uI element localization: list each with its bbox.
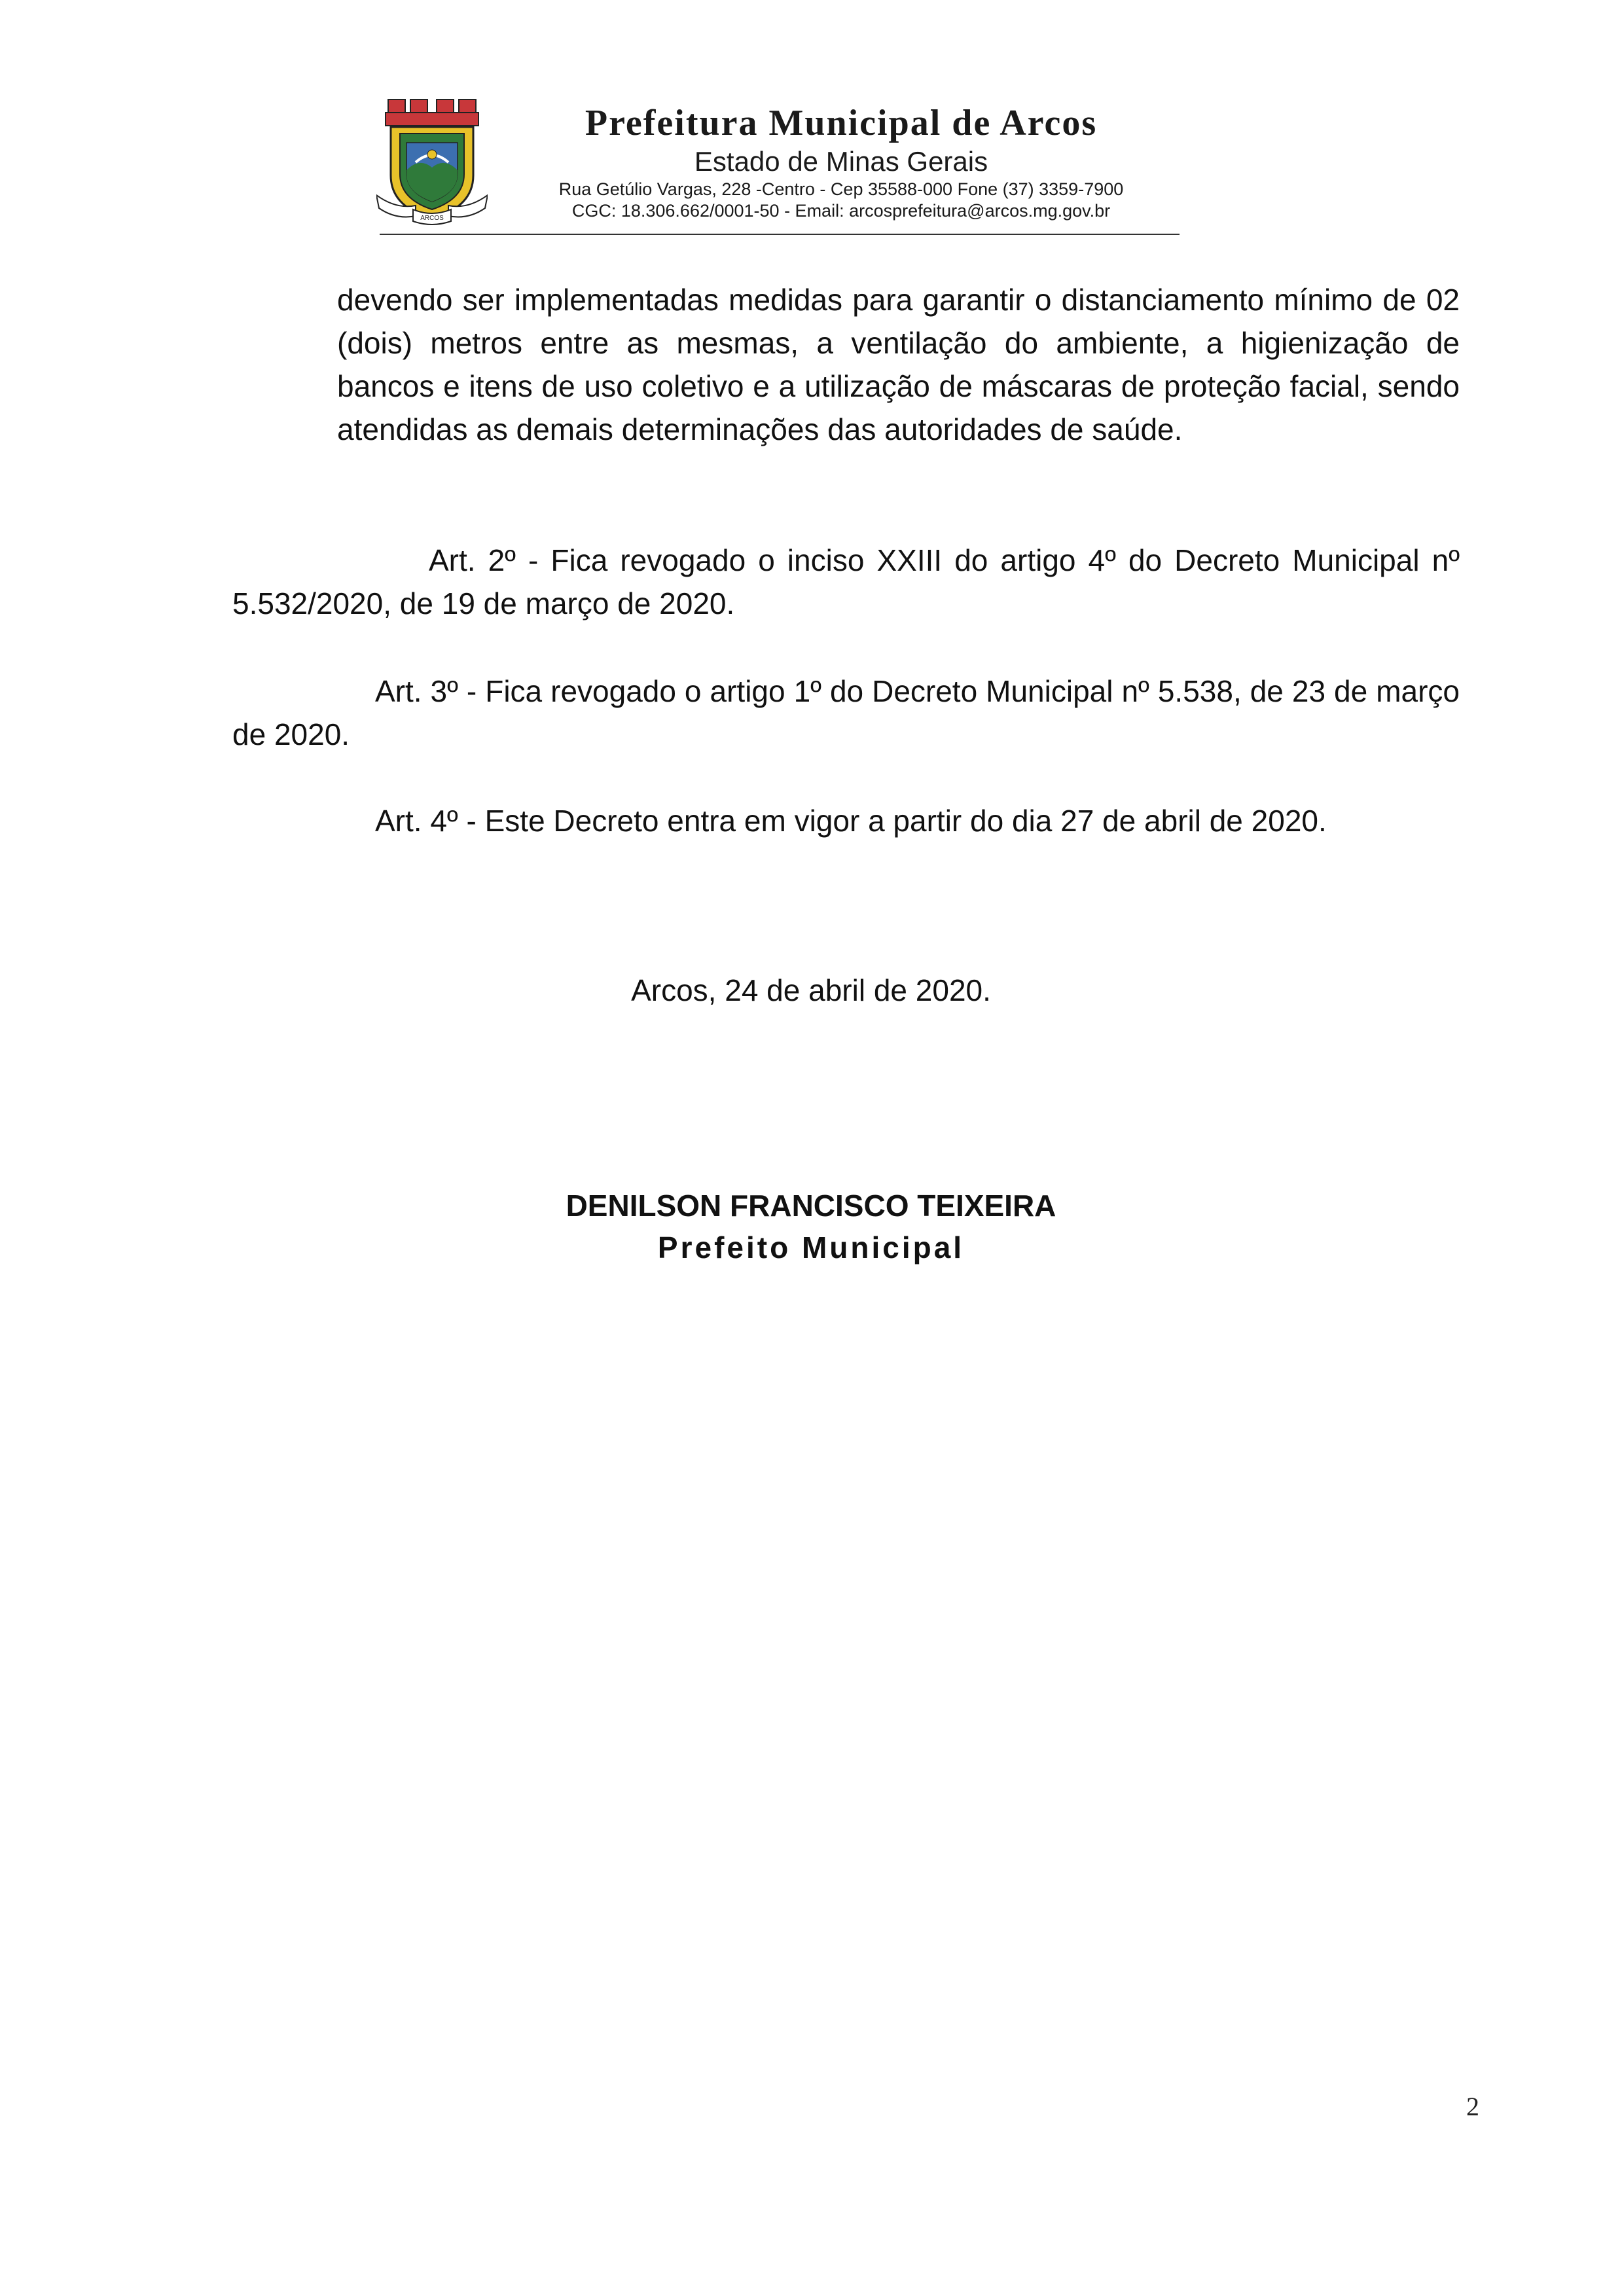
signer-name: DENILSON FRANCISCO TEIXEIRA — [566, 1189, 1056, 1223]
org-title: Prefeitura Municipal de Arcos — [585, 103, 1098, 143]
page-number: 2 — [1466, 2092, 1479, 2121]
article-3: Art. 3º - Fica revogado o artigo 1º do Decreto Municipal nº 5.538, de 23 de março de 2020. — [232, 674, 1460, 751]
article-4: Art. 4º - Este Decreto entra em vigor a partir do dia 27 de abril de 2020. — [375, 804, 1327, 838]
header-divider — [380, 234, 1180, 235]
place-date: Arcos, 24 de abril de 2020. — [631, 973, 991, 1007]
article-2: Art. 2º - Fica revogado o inciso XXIII do artigo 4º do Decreto Municipal nº 5.532/2020, de 19 de março de 2020. — [232, 543, 1460, 620]
org-address: Rua Getúlio Vargas, 228 -Centro - Cep 35588-000 Fone (37) 3359-7900 — [558, 179, 1124, 199]
signature-block — [0, 1185, 1622, 1268]
org-cgc: CGC: 18.306.662/0001-50 - Email: arcosprefeitura@arcos.mg.gov.br — [571, 201, 1111, 221]
org-subtitle: Estado de Minas Gerais — [694, 146, 988, 177]
crest-text: ARCOS — [420, 215, 444, 222]
municipal-crest-icon — [376, 97, 488, 228]
letterhead — [497, 101, 1185, 222]
paragraph-continuation: devendo ser implementadas medidas para garantir o distanciamento mínimo de 02 (dois) metros entre as mesmas, a ventilação do ambiente, a higienização de bancos e itens de uso coletivo e a utilização de máscaras de proteção facial, sendo atendidas as demais determinações das autoridades de saúde. — [337, 283, 1460, 446]
signer-role: Prefeito Municipal — [657, 1230, 965, 1265]
